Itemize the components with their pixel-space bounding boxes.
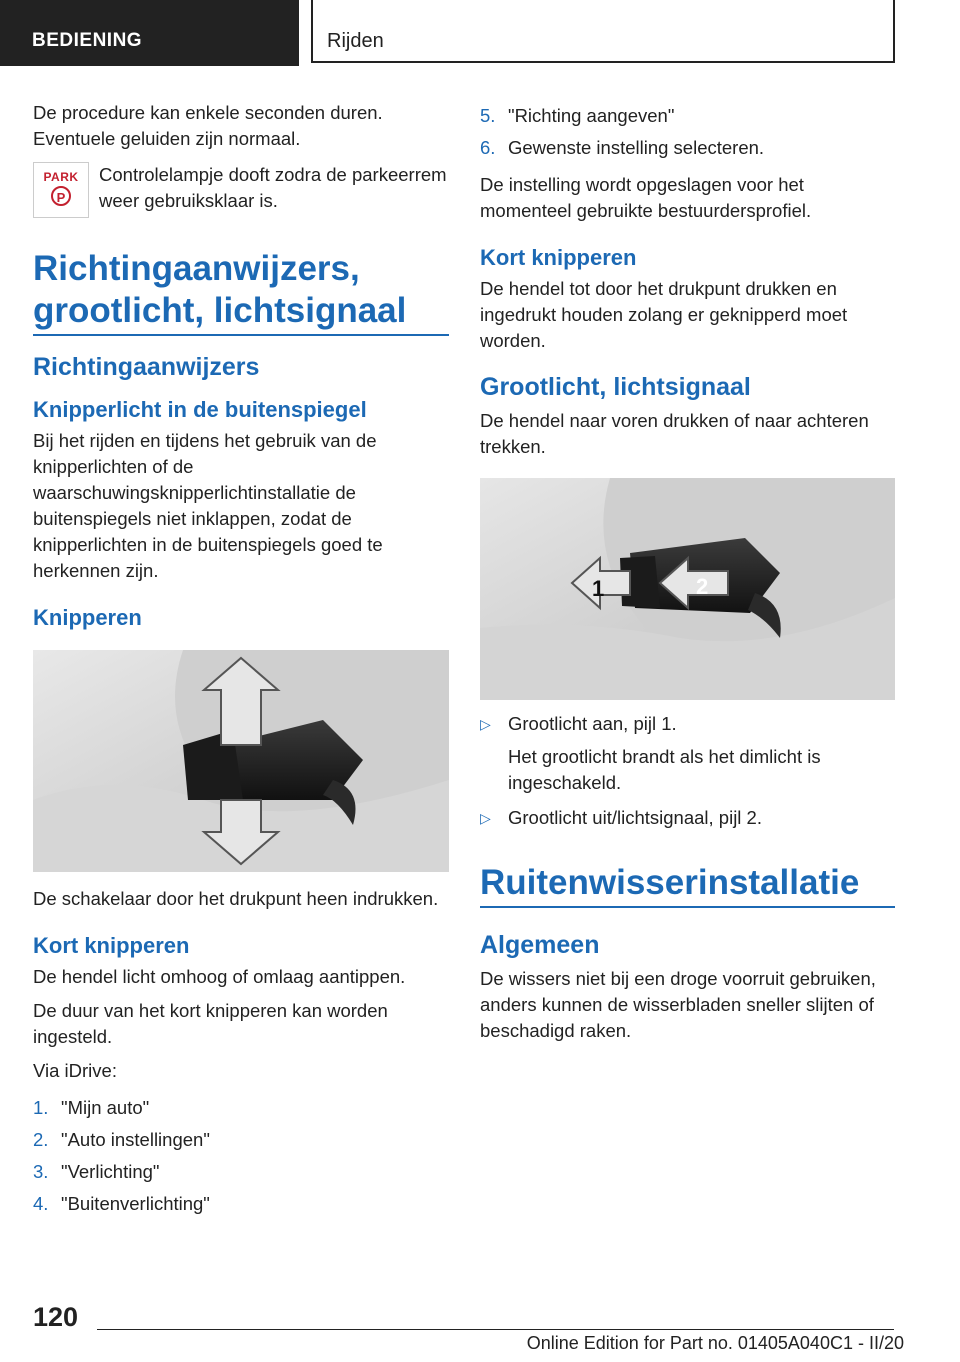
saved-setting-text: De instelling wordt opgeslagen voor het momenteel gebruikte bestuurdersprofiel. — [480, 174, 812, 221]
subsection-general: Algemeen — [480, 931, 600, 959]
heading-short-blink-2: Kort knipperen — [480, 245, 637, 270]
step-text: "Mijn auto" — [61, 1097, 150, 1118]
subsection-high-beam: Grootlicht, lichtsignaal — [480, 373, 751, 401]
header-section-tab — [0, 0, 299, 66]
section-title-wipers: Ruitenwisserinstallatie — [480, 862, 895, 908]
park-note-text: Controlelampje dooft zodra de parkeerrem weer gebruiksklaar is. — [99, 164, 447, 211]
step-text: "Verlichting" — [61, 1161, 160, 1182]
list-item — [33, 1124, 449, 1156]
list-item — [480, 100, 895, 132]
park-label: PARK — [43, 170, 79, 184]
step-text: "Auto instellingen" — [61, 1129, 210, 1150]
header-section: BEDIENING — [32, 30, 143, 51]
section-title-lights: Richtingaanwijzers, grootlicht, lichtsignaal — [33, 248, 449, 336]
arrow-1-label: 1 — [592, 576, 605, 601]
idrive-steps-continued — [480, 100, 895, 164]
high-beam-text: De hendel naar voren drukken of naar achteren trekken. — [480, 410, 869, 457]
triangle-bullet-icon: ▷ — [480, 716, 491, 732]
list-item — [480, 710, 895, 738]
step-text: "Richting aangeven" — [508, 105, 675, 126]
lever-illustration — [33, 650, 449, 872]
list-item — [33, 1156, 449, 1188]
mirror-blinker-text: Bij het rijden en tijdens het gebruik van de knipperlichten of de waarschuwingsknipperlichtinstallatie de buitenspiegels niet inklappen, zodat de knipperlichten in de buitenspiegels goed te herkennen zijn. — [33, 430, 383, 581]
high-beam-illustration — [480, 478, 895, 700]
park-note — [33, 162, 449, 222]
idrive-text: Via iDrive: — [33, 1060, 117, 1081]
high-beam-list — [480, 710, 895, 738]
left-column — [33, 100, 449, 1228]
step-number: 1. — [33, 1097, 49, 1118]
high-beam-list-2 — [480, 804, 895, 832]
idrive-steps — [33, 1092, 449, 1220]
procedure-text: De procedure kan enkele seconden duren. Eventuele geluiden zijn normaal. — [33, 102, 383, 149]
header-chapter: Rijden — [327, 30, 384, 52]
short-blink-text: De hendel tot door het drukpunt drukken en ingedrukt houden zolang er geknipperd moet worden. — [480, 278, 848, 351]
step-text: "Buitenverlichting" — [61, 1193, 210, 1214]
step-number: 4. — [33, 1193, 49, 1214]
heading-blinking: Knipperen — [33, 605, 142, 630]
triangle-bullet-icon: ▷ — [480, 810, 491, 826]
right-column — [480, 100, 895, 1052]
turn-signal-lever-image — [33, 650, 449, 872]
heading-short-blink: Kort knipperen — [33, 933, 190, 958]
bullet-text: Grootlicht uit/lichtsignaal, pijl 2. — [508, 807, 762, 828]
step-text: Gewenste instelling selecteren. — [508, 137, 765, 158]
step-number: 3. — [33, 1161, 49, 1182]
list-item — [33, 1188, 449, 1220]
list-item — [480, 804, 895, 832]
bullet-subtext: Het grootlicht brandt als het dimlicht is ingeschakeld. — [508, 746, 821, 793]
short-blink-text-2: De duur van het kort knipperen kan worden ingesteld. — [33, 1000, 388, 1047]
arrow-2-label: 2 — [696, 574, 709, 599]
list-item — [33, 1092, 449, 1124]
park-symbol: P — [51, 186, 71, 206]
blink-text: De schakelaar door het drukpunt heen indrukken. — [33, 888, 439, 909]
list-item — [480, 132, 895, 164]
park-brake-icon — [33, 162, 89, 218]
step-number: 5. — [480, 105, 496, 126]
footer-edition: Online Edition for Part no. 01405A040C1 - II/20 — [526, 1333, 904, 1353]
header-chapter-tab — [311, 0, 895, 63]
general-text: De wissers niet bij een droge voorruit gebruiken, anders kunnen de wisserbladen sneller slijten of beschadigd raken. — [480, 968, 876, 1041]
bullet-text: Grootlicht aan, pijl 1. — [508, 713, 677, 734]
page-number: 120 — [33, 1302, 79, 1332]
heading-mirror-blinker: Knipperlicht in de buitenspiegel — [33, 397, 367, 422]
short-blink-text-1: De hendel licht omhoog of omlaag aantippen. — [33, 966, 406, 987]
high-beam-lever-image — [480, 478, 895, 700]
footer-divider — [97, 1329, 894, 1330]
subsection-turn-signals: Richtingaanwijzers — [33, 353, 260, 381]
step-number: 2. — [33, 1129, 49, 1150]
step-number: 6. — [480, 137, 496, 158]
